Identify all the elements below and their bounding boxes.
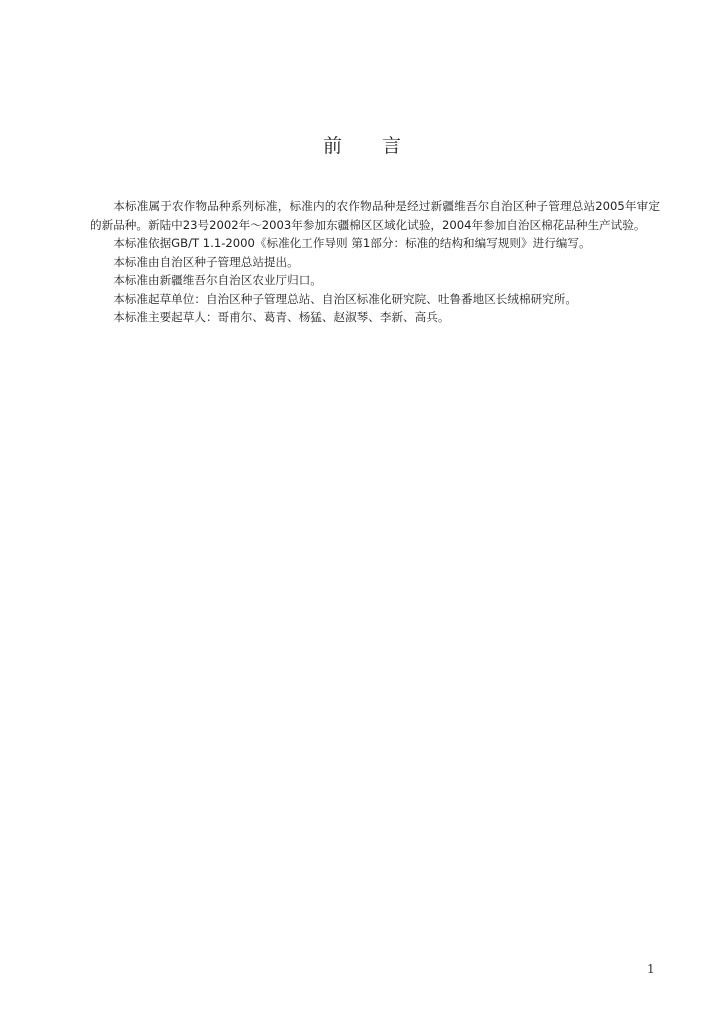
- paragraph-proposed-by: 本标准由自治区种子管理总站提出。: [113, 254, 299, 269]
- paragraph-main-drafters: 本标准主要起草人：哥甫尔、葛青、杨猛、赵淑琴、李新、高兵。: [113, 310, 450, 324]
- page-title: [0, 134, 724, 158]
- foreword-body: [90, 197, 660, 327]
- page-number: 1: [647, 962, 655, 976]
- paragraph-drafting-units: 本标准起草单位：自治区种子管理总站、自治区标准化研究院、吐鲁番地区长绒棉研究所。: [113, 291, 577, 306]
- title-char-2: 言: [382, 135, 402, 157]
- paragraph-centralized-by: 本标准由新疆维吾尔自治区农业厅归口。: [113, 273, 322, 287]
- paragraph-variety-background: 本标准属于农作物品种系列标准，标准内的农作物品种是经过新疆维吾尔自治区种子管理总站2005年审定的新品种。新陆中23号2002年～2003年参加东疆棉区区域化试验，2004年参加自治区棉花品种生产试验。: [90, 199, 660, 232]
- title-char-1: 前: [322, 135, 342, 157]
- paragraph-drafting-basis: 本标准依据GB/T 1.1-2000《标准化工作导则 第1部分：标准的结构和编写规则》进行编写。: [113, 236, 591, 250]
